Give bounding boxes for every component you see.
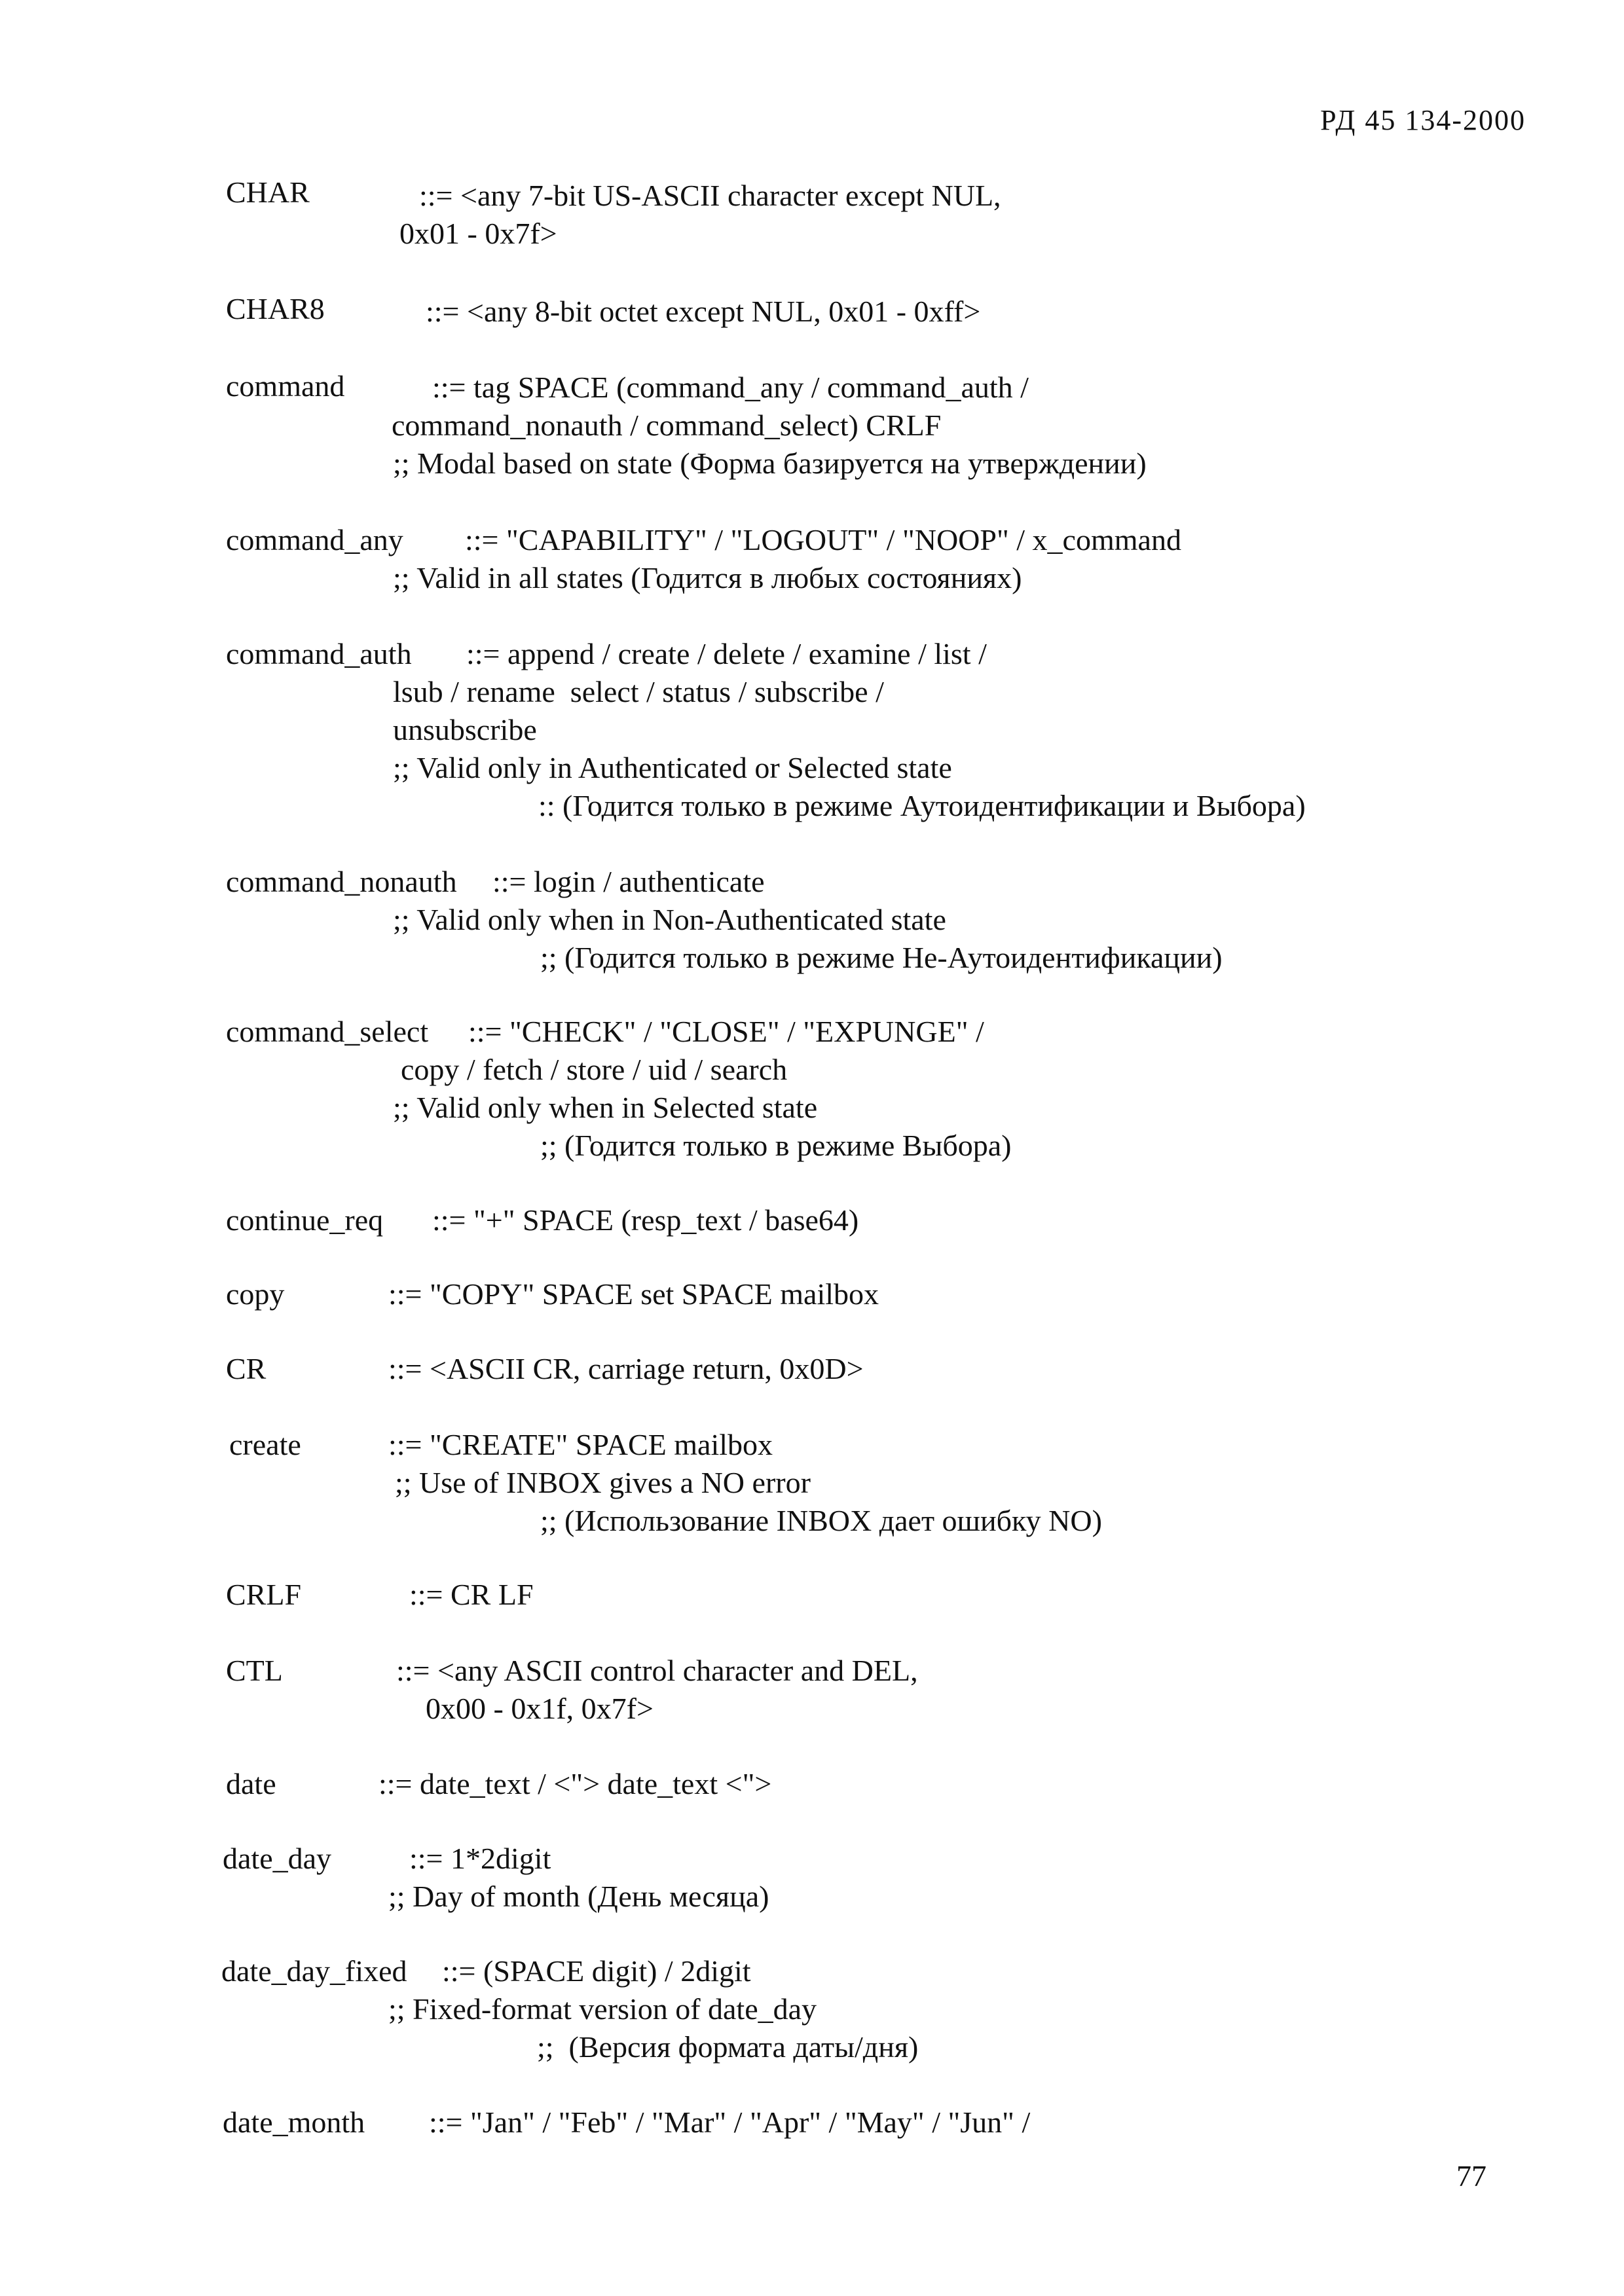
entry-line: ::= "CHECK" / "CLOSE" / "EXPUNGE" / — [468, 1015, 984, 1048]
entry-line: ::= "+" SPACE (resp_text / base64) — [432, 1203, 859, 1237]
entry-line: :: (Годится только в режиме Аутоидентификации и Выбора) — [538, 789, 1306, 822]
entry-line: ::= append / create / delete / examine / list / — [466, 637, 987, 670]
entry-line: ;; (Годится только в режиме Не-Аутоидентификации) — [540, 941, 1223, 974]
entry-line: 0x00 - 0x1f, 0x7f> — [426, 1692, 654, 1725]
entry-line: lsub / rename select / status / subscribe / — [393, 675, 884, 708]
entry-line: ::= CR LF — [409, 1578, 534, 1611]
entry-line: ;; (Использование INBOX дает ошибку NO) — [540, 1504, 1102, 1537]
entry-line: ;; (Версия формата даты/дня) — [537, 2030, 919, 2064]
entry-name: continue_req — [226, 1203, 384, 1237]
entry-line: ::= <any ASCII control character and DEL, — [396, 1654, 918, 1687]
entry-line: ::= (SPACE digit) / 2digit — [442, 1954, 751, 1988]
entry-name: command_any — [226, 523, 403, 556]
entry-line: ::= "Jan" / "Feb" / "Mar" / "Apr" / "May" / "Jun" / — [429, 2105, 1031, 2139]
entry-line: ;; Valid only when in Non-Authenticated state — [393, 903, 946, 936]
entry-line: ;; Fixed-format version of date_day — [388, 1992, 817, 2026]
entry-name: date_month — [223, 2105, 365, 2139]
entry-line: ::= "CREATE" SPACE mailbox — [388, 1428, 773, 1461]
entry-name: command_auth — [226, 637, 412, 670]
entry-line: ::= tag SPACE (command_any / command_auth / — [432, 371, 1029, 404]
entry-line: ::= <any 8-bit octet except NUL, 0x01 - 0xff> — [426, 295, 981, 328]
entry-line: unsubscribe — [393, 713, 537, 746]
entry-name: command — [226, 369, 345, 403]
entry-line: ::= date_text / <"> date_text <"> — [378, 1767, 772, 1800]
entry-line: ::= login / authenticate — [492, 865, 765, 898]
entry-name: create — [229, 1428, 301, 1461]
entry-line: ::= "COPY" SPACE set SPACE mailbox — [388, 1277, 879, 1311]
entry-name: CHAR — [226, 175, 310, 209]
document-code: РД 45 134-2000 — [1320, 104, 1526, 136]
entry-name: CR — [226, 1352, 267, 1385]
entry-line: ::= "CAPABILITY" / "LOGOUT" / "NOOP" / x_command — [465, 523, 1181, 556]
page-number: 77 — [1456, 2159, 1486, 2193]
entry-line: copy / fetch / store / uid / search — [401, 1053, 788, 1086]
entry-name: date_day_fixed — [221, 1954, 407, 1988]
entry-name: CHAR8 — [226, 292, 325, 325]
entry-name: CTL — [226, 1654, 283, 1687]
entry-line: ;; Valid only when in Selected state — [393, 1091, 818, 1124]
entry-name: date — [226, 1767, 276, 1800]
entry-line: 0x01 - 0x7f> — [399, 217, 557, 250]
entry-line: ::= <ASCII CR, carriage return, 0x0D> — [388, 1352, 864, 1385]
entry-line: command_nonauth / command_select) CRLF — [392, 409, 942, 442]
entry-line: ;; Day of month (День месяца) — [388, 1880, 769, 1913]
entry-line: ;; (Годится только в режиме Выбора) — [540, 1129, 1012, 1162]
entry-name: date_day — [223, 1842, 332, 1875]
entry-line: ;; Valid only in Authenticated or Selected state — [393, 751, 952, 784]
entry-line: ::= <any 7-bit US-ASCII character except NUL, — [419, 179, 1001, 212]
entry-name: CRLF — [226, 1578, 302, 1611]
entry-line: ;; Use of INBOX gives a NO error — [395, 1466, 811, 1499]
entry-line: ::= 1*2digit — [409, 1842, 551, 1875]
entry-name: command_select — [226, 1015, 429, 1048]
entry-line: ;; Valid in all states (Годится в любых состояниях) — [393, 561, 1022, 594]
entry-line: ;; Modal based on state (Форма базируется на утверждении) — [393, 446, 1147, 480]
entry-name: command_nonauth — [226, 865, 457, 898]
entry-name: copy — [226, 1277, 285, 1311]
